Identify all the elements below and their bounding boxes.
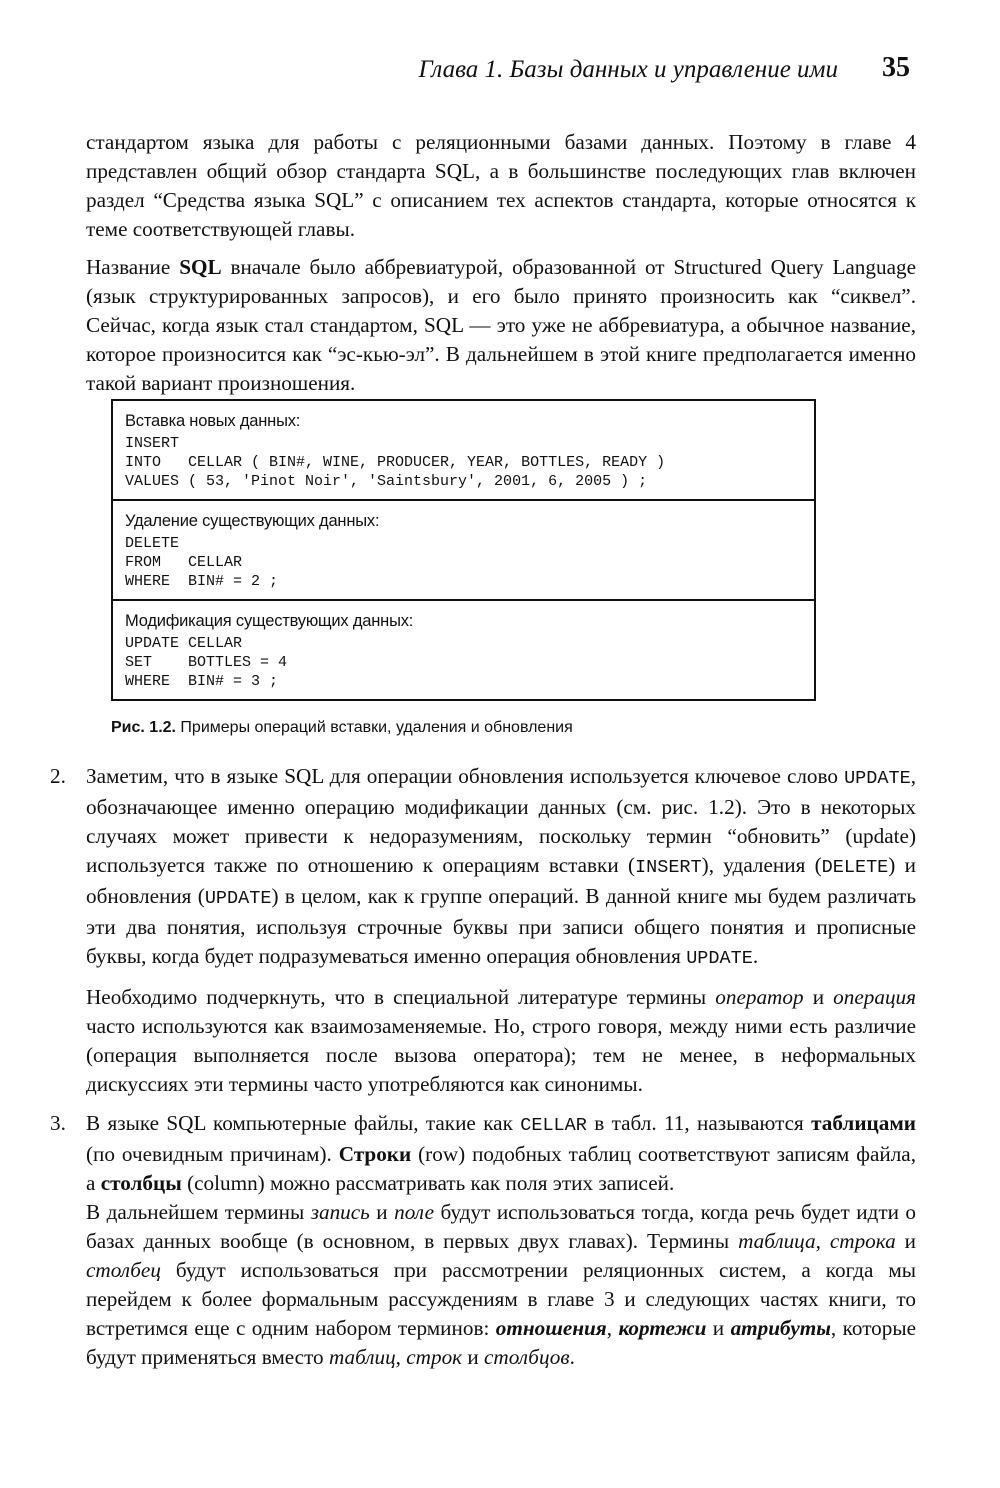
code-term: DELETE bbox=[821, 857, 889, 878]
list-item-paragraph bbox=[86, 1109, 916, 1198]
text-span: ) и обновления ( bbox=[86, 853, 916, 908]
text-span: и bbox=[462, 1345, 485, 1369]
text-span: , bbox=[606, 1316, 619, 1340]
italic-term: таблица bbox=[738, 1229, 816, 1253]
figure-sql-examples bbox=[111, 399, 816, 701]
italic-term: поле bbox=[394, 1200, 434, 1224]
list-item-paragraph bbox=[86, 1198, 916, 1372]
italic-term: запись bbox=[310, 1200, 370, 1224]
code-term: UPDATE bbox=[686, 948, 753, 969]
list-item bbox=[50, 762, 916, 1099]
text-span: (column) можно рассматривать как поля этих записей. bbox=[181, 1171, 675, 1195]
paragraph-sql-name bbox=[86, 253, 916, 398]
italic-term: оператор bbox=[715, 985, 804, 1009]
text-span: Название bbox=[86, 255, 180, 279]
figure-caption-text: Примеры операций вставки, удаления и обновления bbox=[175, 719, 573, 736]
italic-term: столбец bbox=[86, 1258, 161, 1282]
code-block: UPDATE CELLAR SET BOTTLES = 4 WHERE BIN# = 3 ; bbox=[125, 635, 288, 690]
text-span: будут использоваться тогда, когда речь будет идти о базах данных вообще (в основном, в первых двух главах). Термины bbox=[86, 1200, 917, 1253]
italic-term: таблиц bbox=[328, 1345, 396, 1369]
text-span: и bbox=[706, 1316, 731, 1340]
code-term: CELLAR bbox=[520, 1115, 587, 1136]
bold-italic-term: кортежи bbox=[618, 1316, 707, 1340]
text-span: вначале было аббревиатурой, образованной от Structured Query Language (язык структурированных запросов), и его было принято произносить как “сиквел”. Сейчас, когда язык стал стандартом, SQL — это уже не аббревиатура, а обычное название, которое произносится как “эс-кью-эл”. В дальнейшем в этой книге предполагается именно такой вариант произношения. bbox=[86, 255, 916, 395]
paragraph-standard: стандартом языка для работы с реляционными базами данных. Поэтому в главе 4 представлен общий обзор стандарта SQL, а в большинстве последующих глав включен раздел “Средства языка SQL” с описанием тех аспектов стандарта, которые относятся к теме соответствующей главы. bbox=[86, 130, 916, 241]
text-span: , bbox=[395, 1345, 407, 1369]
figure-section-delete bbox=[113, 499, 814, 599]
term-sql: SQL bbox=[179, 255, 222, 279]
text-span: ) в целом, как к группе операций. В данной книге мы будем различать эти два понятия, используя строчные буквы при записи общего понятия и прописные буквы, когда будет подразумеваться именно операция обновления bbox=[86, 884, 916, 968]
section-caption: Удаление существующих данных: bbox=[125, 512, 380, 530]
text-span: Заметим, что в языке SQL для операции обновления используется ключевое слово bbox=[86, 764, 845, 788]
bold-term: столбцы bbox=[100, 1171, 182, 1195]
text-span: и bbox=[369, 1200, 395, 1224]
italic-term: строка bbox=[829, 1229, 896, 1253]
code-term: UPDATE bbox=[844, 768, 911, 789]
bold-italic-term: отношения bbox=[495, 1316, 607, 1340]
text-span: (по очевидным причинам). bbox=[86, 1142, 339, 1166]
figure-caption bbox=[111, 719, 573, 737]
list-item-paragraph bbox=[86, 762, 916, 973]
running-header bbox=[86, 52, 916, 92]
figure-section-update bbox=[113, 599, 814, 699]
page-number: 35 bbox=[882, 52, 910, 83]
code-block: INSERT INTO CELLAR ( BIN#, WINE, PRODUCER, YEAR, BOTTLES, READY ) VALUES ( 53, 'Pinot Noir', 'Saintsbury', 2001, 6, 2005 ) ; bbox=[125, 435, 666, 490]
figure-label: Рис. 1.2. bbox=[111, 719, 176, 736]
text-span: часто используются как взаимозаменяемые. Но, строго говоря, между ними есть различие (операция выполняется после вызова оператора); тем не менее, в неформальных дискуссиях эти термины часто употребляются как синонимы. bbox=[86, 1014, 916, 1096]
bold-italic-term: атрибуты bbox=[730, 1316, 831, 1340]
text-span: в табл. 11, называются bbox=[586, 1111, 812, 1135]
italic-term: строк bbox=[406, 1345, 463, 1369]
code-term: INSERT bbox=[635, 857, 702, 878]
bold-term: таблицами bbox=[811, 1111, 916, 1135]
section-caption: Вставка новых данных: bbox=[125, 412, 301, 430]
italic-term: столбцов bbox=[484, 1345, 570, 1369]
text-span: (row) подобных таблиц соответствуют записям файла, а bbox=[86, 1142, 917, 1195]
figure-section-insert bbox=[113, 401, 814, 499]
intro-text bbox=[86, 128, 916, 407]
text-span: . bbox=[752, 944, 759, 968]
text-span: ), удаления ( bbox=[701, 853, 822, 877]
text-span: и bbox=[803, 985, 834, 1009]
code-term: UPDATE bbox=[204, 888, 272, 909]
text-span: , bbox=[815, 1229, 830, 1253]
bold-term: Строки bbox=[338, 1142, 412, 1166]
text-span: , которые будут применяться вместо bbox=[86, 1316, 916, 1369]
list-marker: 3. bbox=[50, 1111, 66, 1135]
text-span: будут использоваться при рассмотрении реляционных систем, а когда мы перейдем к более формальным рассуждениям в главе 3 и следующих частях книги, то встретимся еще с одним набором терминов: bbox=[86, 1258, 916, 1340]
code-block: DELETE FROM CELLAR WHERE BIN# = 2 ; bbox=[125, 535, 279, 590]
italic-term: операция bbox=[833, 985, 916, 1009]
text-span: Необходимо подчеркнуть, что в специальной литературе термины bbox=[86, 985, 716, 1009]
list-marker: 2. bbox=[50, 764, 66, 788]
text-span: В языке SQL компьютерные файлы, такие как bbox=[86, 1111, 521, 1135]
text-span: . bbox=[569, 1345, 575, 1369]
chapter-title: Глава 1. Базы данных и управление ими bbox=[418, 56, 838, 83]
list-item bbox=[50, 1109, 917, 1372]
text-span: и bbox=[895, 1229, 917, 1253]
text-span: В дальнейшем термины bbox=[86, 1200, 311, 1224]
text-span: , обозначающее именно операцию модификации данных (см. рис. 1.2). Это в некоторых случаях может привести к недоразумениям, поскольку термин “обновить” (update) используется также по отношению к операциям вставки ( bbox=[86, 764, 916, 877]
section-caption: Модификация существующих данных: bbox=[125, 612, 414, 630]
list-item-paragraph bbox=[86, 983, 916, 1099]
numbered-list bbox=[50, 762, 917, 1382]
